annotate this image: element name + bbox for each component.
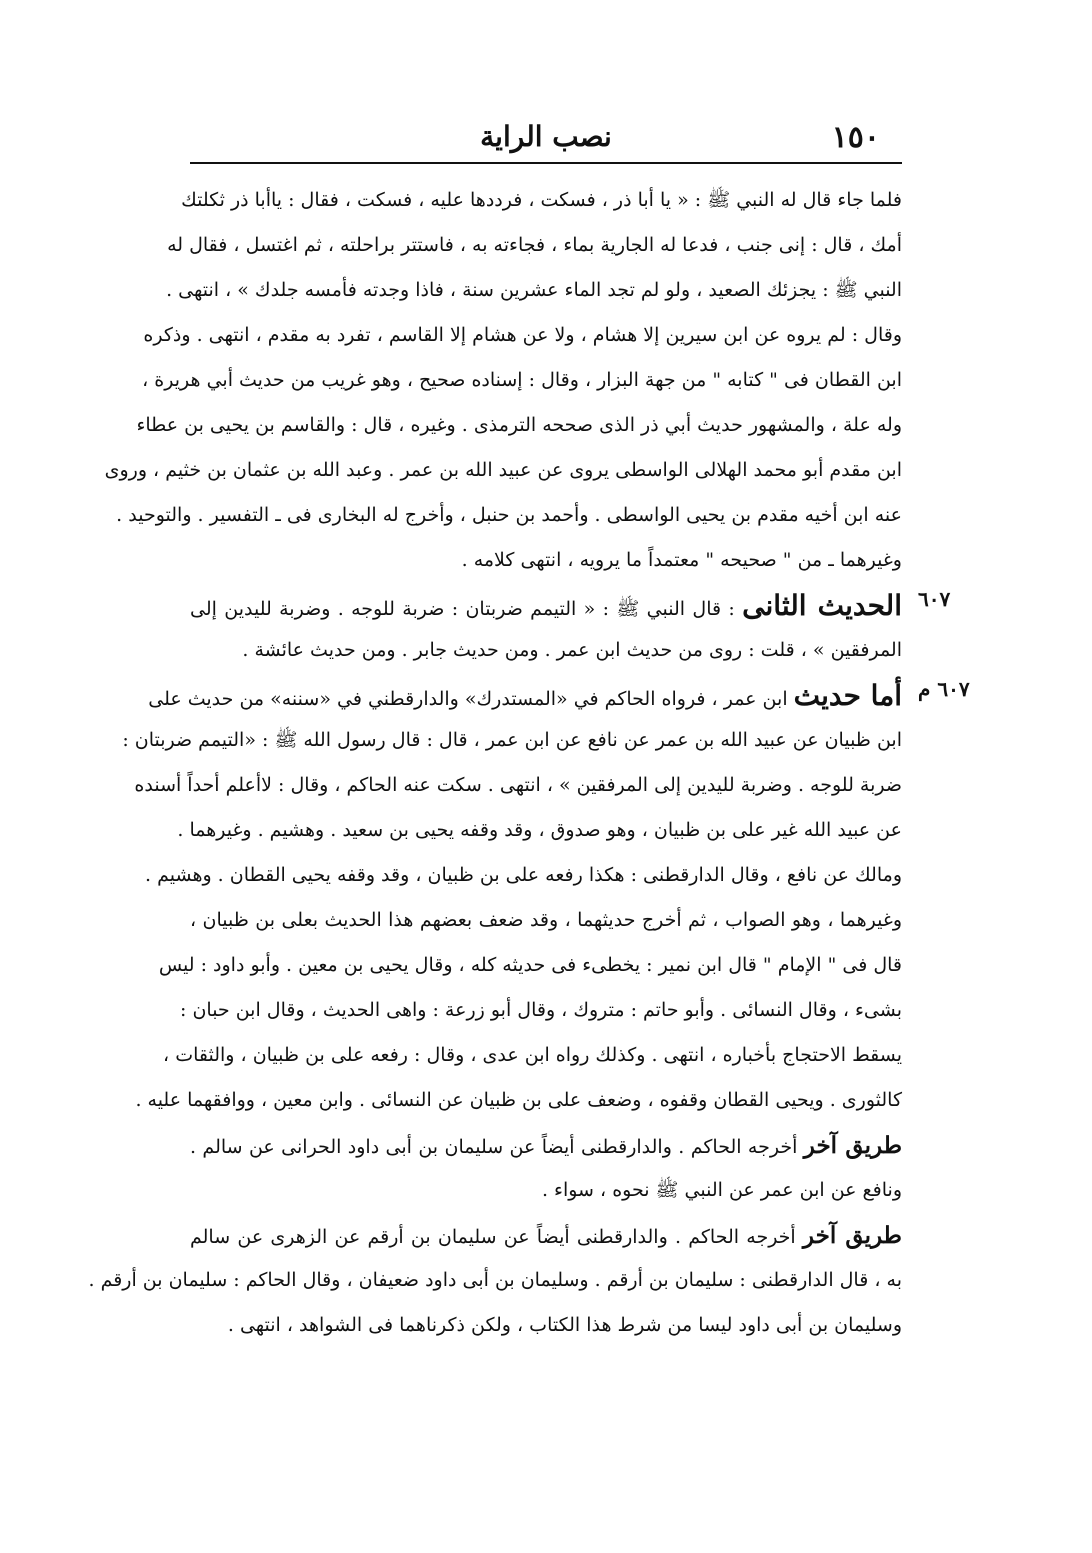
text-line: وسليمان بن أبى داود ليسا من شرط هذا الكتاب ، ولكن ذكرناهما فى الشواهد ، انتهى . — [227, 1314, 902, 1336]
page-number: ١٥٠ — [831, 120, 880, 155]
section-lead: أما حديث — [793, 679, 902, 712]
text-span: : قال النبي ﷺ : « التيمم ضربتان : ضربة للوجه . وضربة لليدين إلى — [190, 598, 735, 620]
section-lead: طريق آخر — [802, 1222, 902, 1249]
section-lead: طريق آخر — [803, 1132, 903, 1159]
text-line: قال فى " الإمام " قال ابن نمير : يخطىء فى حديثه كله ، وقال يحيى بن معين . وأبو داود : ليس — [158, 954, 902, 976]
text-line: ونافع عن ابن عمر عن النبي ﷺ نحوه ، سواء . — [541, 1179, 902, 1201]
text-line: المرفقين » ، قلت : روى من حديث ابن عمر . ومن حديث جابر . ومن حديث عائشة . — [242, 639, 902, 661]
text-line: فلما جاء قال له النبي ﷺ : « يا أبا ذر ، فسكت ، فرددها عليه ، فسكت ، فقال : ياأبا ذر ثكلتك — [181, 189, 902, 211]
text-line — [190, 583, 902, 628]
text-line: وله علة ، والمشهور حديث أبي ذر الذى صححه الترمذى . وغيره ، قال : والقاسم بن يحيى بن عطاء — [136, 414, 902, 436]
text-span: أخرجه الحاكم . والدارقطنى أيضاً عن سليمان بن أبى داود الحرانى عن سالم . — [190, 1136, 798, 1158]
text-line — [190, 1213, 902, 1258]
section-lead: الحديث الثانى — [742, 589, 902, 622]
text-line: عنه ابن أخيه مقدم بن يحيى الواسطى . وأحمد بن حنبل ، وأخرج له البخارى فى ـ التفسير . والتوحيد . — [116, 504, 902, 526]
text-line: به ، قال الدارقطنى : سليمان بن أرقم . وسليمان بن أبى داود ضعيفان ، وقال الحاكم : سليمان بن أرقم . — [88, 1269, 902, 1291]
text-line: كالثورى . ويحيى القطان وقفوه ، وضعف على بن ظبيان عن النسائى . وابن معين ، ووافقهما عليه . — [135, 1089, 902, 1111]
text-line: وغيرهما ـ من " صحيحه " معتمداً ما يرويه ، انتهى كلامه . — [461, 549, 902, 571]
text-line — [190, 1123, 902, 1168]
text-line: وقال : لم يروه عن ابن سيرين إلا هشام ، ولا عن هشام إلا القاسم ، تفرد به مقدم ، انتهى . وذكره — [143, 324, 902, 346]
chain-entry — [190, 1123, 902, 1213]
paragraph-continuation — [104, 178, 902, 583]
text-line: أمك ، قال : إنى جنب ، فدعا له الجارية بماء ، فجاءته به ، فاستتر براحلته ، ثم اغتسل ، فقال له — [167, 234, 902, 256]
hadith-number: ٦٠٧ — [918, 587, 951, 611]
text-line: ومالك عن نافع ، وقال الدارقطنى : هكذا رفعه على بن ظبيان ، وقد وقفه يحيى القطان . وهشيم . — [145, 864, 902, 886]
text-line: ابن ظبيان عن عبيد الله بن عمر عن نافع عن ابن عمر ، قال : قال رسول الله ﷺ : «التيمم ضربتان : — [122, 729, 902, 751]
text-line: بشىء ، وقال النسائى . وأبو حاتم : متروك ، وقال أبو زرعة : واهى الحديث ، وقال ابن حبان : — [180, 999, 902, 1021]
text-span: أخرجه الحاكم . والدارقطنى أيضاً عن سليمان بن أرقم عن الزهرى عن سالم — [190, 1226, 796, 1248]
text-line: وغيرهما ، وهو الصواب ، ثم أخرج حديثهما ، وقد ضعف بعضهم هذا الحديث بعلى بن ظبيان ، — [190, 909, 902, 931]
text-line: ضربة للوجه . وضربة لليدين إلى المرفقين » ، انتهى . سكت عنه الحاكم ، وقال : لاأعلم أحداً أسنده — [134, 774, 902, 796]
text-line: ابن القطان فى " كتابه " من جهة البزار ، وقال : إسناده صحيح ، وهو غريب من حديث أبي هريرة ، — [142, 369, 902, 391]
text-line: ابن مقدم أبو محمد الهلالى الواسطى يروى عن عبيد الله بن عمر . وعبد الله بن عثمان بن خثيم ، وروى — [104, 459, 902, 481]
text-line: النبي ﷺ : يجزئك الصعيد ، ولو لم تجد الماء عشرين سنة ، فاذا وجدته فأمسه جلدك » ، انتهى . — [166, 279, 902, 301]
page-body — [88, 178, 970, 1348]
chain-entry — [88, 1213, 902, 1348]
hadith-entry — [122, 673, 970, 1123]
text-line: يسقط الاحتجاج بأخباره ، انتهى . وكذلك رواه ابن عدى ، وقال : رفعه على بن ظبيان ، والثقات ، — [163, 1044, 902, 1066]
text-span: ابن عمر ، فرواه الحاكم في «المستدرك» والدارقطني في «سننه» من حديث على — [148, 688, 788, 710]
text-line: عن عبيد الله غير على بن ظبيان ، وهو صدوق ، وقد وقفه يحيى بن سعيد . وهشيم . وغيرهما . — [177, 819, 902, 841]
hadith-number: ٦٠٧ م — [918, 677, 970, 701]
hadith-entry — [190, 583, 951, 673]
header-rule — [190, 162, 902, 164]
text-line — [148, 673, 902, 718]
page-header — [190, 112, 902, 162]
running-title: نصب الراية — [480, 120, 612, 153]
